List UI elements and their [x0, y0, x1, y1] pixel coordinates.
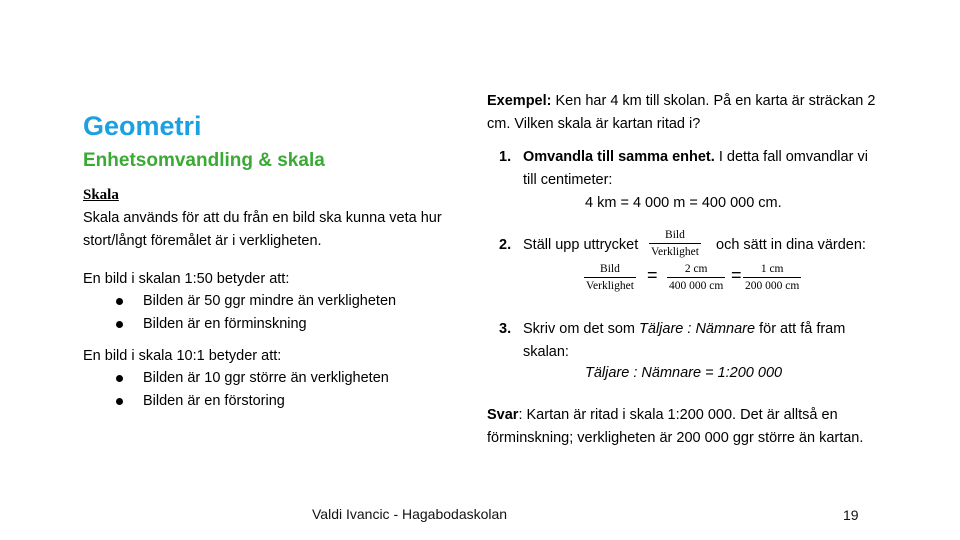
step-rest-text: I detta fall omvandlar vi till centimeter: [523, 149, 868, 188]
bullet-icon [116, 321, 123, 328]
fraction-2cm [667, 262, 725, 293]
list-item [83, 367, 463, 390]
section-heading: En bild i skala 10:1 betyder att: [83, 348, 282, 364]
fraction-inline [649, 228, 701, 259]
bullet-icon [116, 298, 123, 305]
step-number: 1. [499, 149, 512, 165]
bullet-list [83, 290, 463, 336]
list-item [83, 313, 463, 336]
scale-section-1-50 [83, 268, 463, 336]
fraction-numerator: Bild [665, 229, 685, 241]
bullet-icon [116, 375, 123, 382]
fraction-denominator: Verklighet [586, 280, 634, 292]
scale-section-10-1 [83, 345, 463, 413]
example-intro [487, 90, 887, 136]
fraction-1cm [743, 262, 801, 293]
fraction-numerator: 1 cm [760, 263, 784, 275]
fraction-denominator: 400 000 cm [669, 280, 724, 292]
list-item-text: Bilden är 10 ggr större än verkligheten [143, 370, 389, 386]
list-item-text: Bilden är 50 ggr mindre än verkligheten [143, 293, 397, 309]
fraction-numerator: 2 cm [684, 263, 708, 275]
step-text [523, 146, 883, 192]
footer-author: Valdi Ivancic - Hagabodaskolan [312, 506, 508, 522]
step-formula: 4 km = 4 000 m = 400 000 cm. [585, 195, 782, 211]
step-italic-text: Täljare : Nämnare [639, 321, 756, 337]
answer [487, 404, 887, 450]
fraction-bar [584, 277, 636, 278]
example-label: Exempel: [487, 93, 552, 109]
step-number: 2. [499, 237, 512, 253]
fraction-bild-verklighet [584, 262, 636, 293]
step-text-a: Ställ upp uttrycket [523, 237, 639, 253]
fraction-bar [667, 277, 725, 278]
step-text-b: för att få fram skalan: [523, 321, 846, 360]
equals-sign: = [731, 265, 742, 285]
step-bold-text: Omvandla till samma enhet. [523, 149, 715, 165]
fraction-bar [649, 243, 701, 244]
list-item [83, 290, 463, 313]
list-item-text: Bilden är en förstoring [143, 393, 285, 409]
example-text: Ken har 4 km till skolan. På en karta är sträckan 2 cm. Vilken skala är kartan ritad i? [487, 93, 876, 132]
page-title: Geometri [83, 111, 202, 141]
list-item [83, 390, 463, 413]
skala-description: Skala används för att du från en bild ska kunna veta hur stort/långt föremålet är i verkligheten. [83, 210, 442, 249]
answer-label: Svar [487, 407, 519, 423]
step-text-a: Skriv om det som [523, 321, 640, 337]
list-item-text: Bilden är en förminskning [143, 316, 307, 332]
page-subtitle: Enhetsomvandling & skala [83, 150, 325, 171]
bullet-list [83, 367, 463, 413]
step-number: 3. [499, 321, 512, 337]
fraction-denominator: 200 000 cm [745, 280, 800, 292]
answer-text: : Kartan är ritad i skala 1:200 000. Det är alltså en förminskning; verkligheten är 200 000 ggr större än kartan. [487, 407, 864, 446]
step-formula: Täljare : Nämnare = 1:200 000 [585, 365, 783, 381]
equals-sign: = [647, 265, 658, 285]
page-number: 19 [843, 507, 859, 523]
step-text-b: och sätt in dina värden: [716, 237, 866, 253]
skala-heading: Skala [83, 187, 119, 203]
fraction-numerator: Bild [600, 263, 620, 275]
bullet-icon [116, 398, 123, 405]
step-text [523, 318, 883, 364]
fraction-bar [743, 277, 801, 278]
fraction-denominator: Verklighet [651, 246, 699, 258]
section-heading: En bild i skalan 1:50 betyder att: [83, 271, 290, 287]
